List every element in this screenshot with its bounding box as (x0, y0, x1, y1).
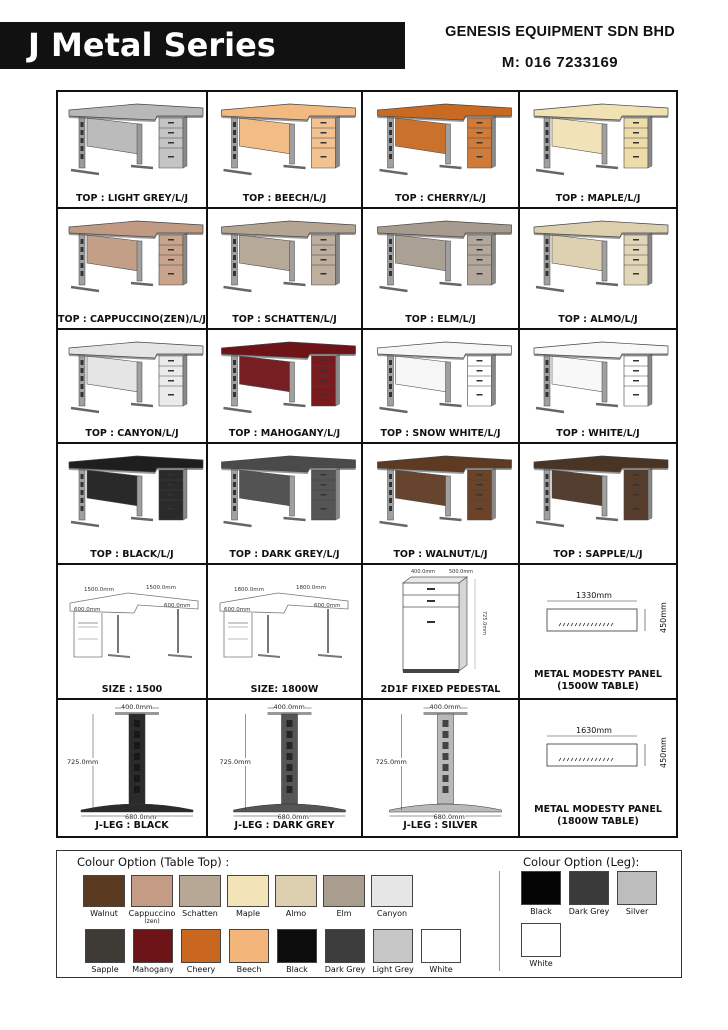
desk-illustration (520, 92, 676, 195)
swatch-label: Canyon (376, 909, 408, 918)
width-dimension-label: 1500.0mm (84, 587, 114, 593)
pedestal-depth-label: 500.0mm (449, 569, 474, 575)
panel-caption-sub: (1800W TABLE) (557, 816, 639, 827)
depth-dimension-label: 600.0mm (164, 603, 191, 609)
top-colour-swatch (323, 875, 365, 907)
desk-cell (58, 92, 208, 209)
desk-cell (520, 209, 676, 330)
size-drawing (208, 565, 363, 680)
panel-caption-sub: (1500W TABLE) (557, 681, 639, 692)
swatch-label: Cappuccino (128, 909, 176, 918)
desk-cell (520, 444, 676, 565)
modesty-panel-cell (520, 565, 676, 700)
size-cell (58, 565, 208, 700)
desk-caption: TOP : CAPPUCCINO(ZEN)/L/J (58, 314, 206, 325)
desk-illustration (208, 92, 363, 195)
pedestal-width-label: 400.0mm (411, 569, 436, 575)
leg-caption: J-LEG : BLACK (95, 820, 169, 831)
desk-cell (58, 444, 208, 565)
colour-legend (56, 850, 682, 978)
product-grid (56, 90, 678, 838)
panel-width-label: 1330mm (576, 591, 612, 600)
desk-illustration (58, 444, 208, 551)
leg-top-width-label: 400.0mm (273, 703, 305, 711)
swatch-label: Mahogany (132, 965, 174, 974)
leg-caption: J-LEG : DARK GREY (234, 820, 335, 831)
desk-caption: TOP : BEECH/L/J (242, 193, 327, 204)
leg-top-width-label: 400.0mm (121, 703, 153, 711)
leg-colour-title: Colour Option (Leg): (523, 855, 640, 869)
leg-height-label: 725.0mm (67, 758, 99, 766)
swatch-label: Schatten (182, 909, 218, 918)
top-colour-swatch (373, 929, 413, 963)
desk-cell (208, 330, 363, 444)
legend-divider (499, 871, 500, 971)
desk-illustration (363, 209, 520, 316)
size-drawing (58, 565, 208, 680)
swatch-label: White (429, 965, 453, 974)
desk-illustration (58, 330, 208, 430)
swatch-label: Dark Grey (324, 965, 366, 974)
desk-cell (208, 209, 363, 330)
desk-caption: TOP : SAPPLE/L/J (553, 549, 643, 560)
panel-height-label: 450mm (659, 602, 668, 633)
page-title: J Metal Series (0, 22, 405, 69)
desk-cell (208, 444, 363, 565)
swatch-label: Silver (625, 907, 649, 916)
pedestal-caption: 2D1F FIXED PEDESTAL (380, 684, 501, 695)
top-colour-swatch (325, 929, 365, 963)
leg-base-width-label: 680.0mm (277, 813, 309, 821)
width-dimension-label: 1800.0mm (234, 587, 264, 593)
desk-caption: TOP : BLACK/L/J (90, 549, 174, 560)
leg-colour-swatch (521, 923, 561, 957)
desk-caption: TOP : DARK GREY/L/J (229, 549, 340, 560)
top-colour-swatch (277, 929, 317, 963)
desk-illustration (208, 444, 363, 551)
top-colour-swatch (421, 929, 461, 963)
size-caption: SIZE : 1500 (101, 684, 163, 695)
panel-caption: METAL MODESTY PANEL (534, 804, 662, 815)
swatch-label: Light Grey (372, 965, 414, 974)
pedestal-height-label: 725.0mm (481, 611, 487, 636)
leg-base-width-label: 680.0mm (433, 813, 465, 821)
modesty-panel-cell (520, 700, 676, 836)
pedestal-cell (363, 565, 520, 700)
j-leg-cell (208, 700, 363, 836)
swatch-label: Almo (285, 909, 307, 918)
desk-cell (58, 209, 208, 330)
leg-base-width-label: 680.0mm (125, 813, 157, 821)
desk-illustration (363, 444, 520, 551)
leg-height-label: 725.0mm (375, 758, 407, 766)
desk-cell (363, 444, 520, 565)
top-colour-swatch (227, 875, 269, 907)
swatch-label: Black (530, 907, 552, 916)
table-top-colour-title: Colour Option (Table Top) : (77, 855, 230, 869)
desk-caption: TOP : WHITE/L/J (556, 428, 640, 439)
j-leg-cell (363, 700, 520, 836)
swatch-label: Dark Grey (568, 907, 610, 916)
leg-colour-swatch (521, 871, 561, 905)
leg-colour-swatch (617, 871, 657, 905)
top-colour-swatch (275, 875, 317, 907)
width-dimension-label: 1800.0mm (296, 585, 326, 591)
desk-cell (58, 330, 208, 444)
swatch-label: Walnut (90, 909, 118, 918)
desk-caption: TOP : MAHOGANY/L/J (228, 428, 341, 439)
size-caption: SIZE: 1800W (250, 684, 319, 695)
desk-caption: TOP : CANYON/L/J (85, 428, 179, 439)
desk-cell (520, 330, 676, 444)
desk-illustration (363, 330, 520, 430)
desk-illustration (58, 209, 208, 316)
desk-caption: TOP : ALMO/L/J (558, 314, 638, 325)
top-colour-swatch (131, 875, 173, 907)
leg-height-label: 725.0mm (219, 758, 251, 766)
depth-dimension-label: 600.0mm (314, 603, 341, 609)
panel-height-label: 450mm (659, 737, 668, 768)
top-colour-swatch (83, 875, 125, 907)
desk-caption: TOP : CHERRY/L/J (395, 193, 486, 204)
desk-illustration (520, 330, 676, 430)
swatch-label: Sapple (91, 965, 119, 974)
top-colour-swatch (229, 929, 269, 963)
phone-number: M: 016 7233169 (501, 54, 619, 71)
swatch-label: Cheery (186, 965, 216, 974)
panel-width-label: 1630mm (576, 726, 612, 735)
desk-illustration (58, 92, 208, 195)
swatch-label: Black (286, 965, 308, 974)
panel-caption: METAL MODESTY PANEL (534, 669, 662, 680)
desk-illustration (363, 92, 520, 195)
desk-illustration (208, 330, 363, 430)
desk-caption: TOP : SCHATTEN/L/J (232, 314, 337, 325)
desk-cell (208, 92, 363, 209)
leg-top-width-label: 400.0mm (429, 703, 461, 711)
swatch-label: White (529, 959, 553, 968)
desk-caption: TOP : SNOW WHITE/L/J (380, 428, 501, 439)
desk-cell (520, 92, 676, 209)
desk-caption: TOP : WALNUT/L/J (393, 549, 488, 560)
company-name: GENESIS EQUIPMENT SDN BHD (445, 24, 675, 40)
leg-colour-swatch (569, 871, 609, 905)
desk-cell (363, 209, 520, 330)
desk-illustration (520, 209, 676, 316)
desk-cell (363, 330, 520, 444)
size-cell (208, 565, 363, 700)
swatch-label: Beech (236, 965, 262, 974)
desk-caption: TOP : MAPLE/L/J (555, 193, 641, 204)
desk-caption: TOP : ELM/L/J (405, 314, 476, 325)
leg-caption: J-LEG : SILVER (403, 820, 478, 831)
pedestal-drawing (363, 565, 520, 680)
width-dimension-label: 1500.0mm (146, 585, 176, 591)
depth-dimension-label: 600.0mm (74, 607, 101, 613)
swatch-sublabel: (zen) (144, 918, 160, 925)
top-colour-swatch (179, 875, 221, 907)
top-colour-swatch (133, 929, 173, 963)
j-leg-cell (58, 700, 208, 836)
swatch-label: Elm (336, 909, 352, 918)
swatch-label: Maple (235, 909, 261, 918)
desk-cell (363, 92, 520, 209)
desk-caption: TOP : LIGHT GREY/L/J (75, 193, 189, 204)
top-colour-swatch (181, 929, 221, 963)
depth-dimension-label: 600.0mm (224, 607, 251, 613)
top-colour-swatch (371, 875, 413, 907)
desk-illustration (208, 209, 363, 316)
desk-illustration (520, 444, 676, 551)
top-colour-swatch (85, 929, 125, 963)
